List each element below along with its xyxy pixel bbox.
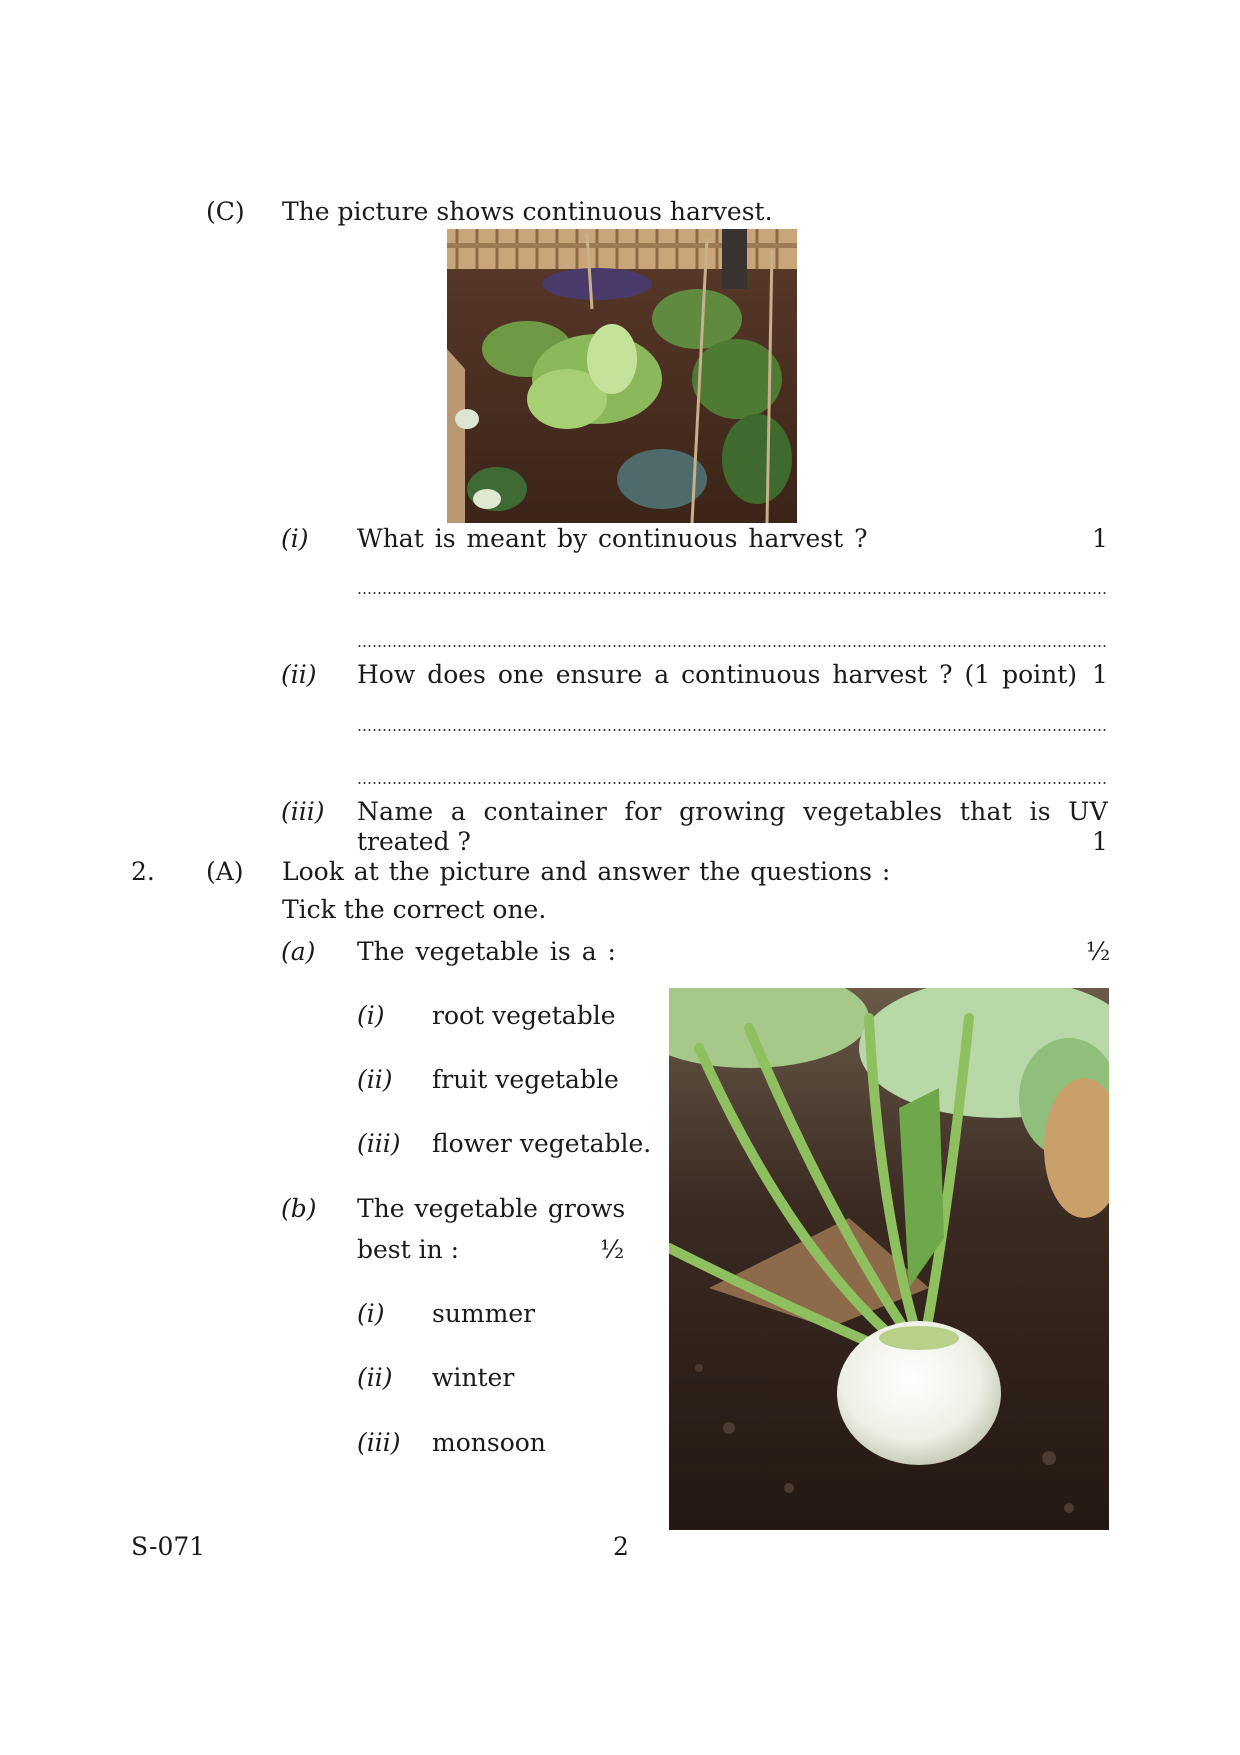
q2a-option-i-text[interactable]: root vegetable [432, 1001, 616, 1030]
q2a-option-iii-num: (iii) [357, 1129, 401, 1158]
q2a-marks: ½ [1086, 937, 1111, 966]
q2b-text-line2: best in : [357, 1235, 460, 1264]
page-number: 2 [613, 1532, 629, 1561]
q2a-text: The vegetable is a : [357, 937, 616, 966]
q2a-option-i-num: (i) [357, 1001, 385, 1030]
answer-line[interactable] [357, 592, 1107, 594]
answer-line[interactable] [357, 782, 1107, 784]
q1c-text: The picture shows continuous harvest. [282, 197, 773, 226]
q2-instruction-tick: Tick the correct one. [282, 895, 547, 924]
q2-instruction: Look at the picture and answer the questions : [282, 857, 891, 886]
q1c-part-iii-text-line2: treated ? [357, 827, 471, 856]
q2b-text-line1: The vegetable grows [357, 1194, 626, 1223]
q2-number: 2. [131, 857, 155, 886]
q1c-part-iii-text-line1: Name a container for growing vegetables that is UV [357, 797, 1108, 826]
turnip-photo [669, 988, 1109, 1530]
q1c-part-iii-marks: 1 [1092, 827, 1108, 856]
q2b-option-iii-num: (iii) [357, 1428, 401, 1457]
q1c-part-ii-text: How does one ensure a continuous harvest ? (1 point) [357, 660, 1078, 689]
q1c-part-i-num: (i) [281, 524, 309, 553]
q2a-option-ii-text[interactable]: fruit vegetable [432, 1065, 619, 1094]
q1c-part-iii-num: (iii) [281, 797, 325, 826]
answer-line[interactable] [357, 645, 1107, 647]
q1c-part-i-marks: 1 [1092, 524, 1108, 553]
q2b-option-ii-text[interactable]: winter [432, 1363, 515, 1392]
paper-code: S-071 [131, 1532, 206, 1561]
q2b-num: (b) [281, 1194, 317, 1223]
q2a-option-iii-text[interactable]: flower vegetable. [432, 1129, 652, 1158]
q2b-option-iii-text[interactable]: monsoon [432, 1428, 546, 1457]
q2b-option-i-num: (i) [357, 1299, 385, 1328]
q2b-marks: ½ [600, 1235, 625, 1264]
q1c-label: (C) [206, 197, 245, 226]
q2-label: (A) [206, 857, 244, 886]
q1c-part-i-text: What is meant by continuous harvest ? [357, 524, 868, 553]
q2b-option-i-text[interactable]: summer [432, 1299, 536, 1328]
q1c-part-ii-marks: 1 [1092, 660, 1108, 689]
q2a-option-ii-num: (ii) [357, 1065, 393, 1094]
answer-line[interactable] [357, 729, 1107, 731]
q2a-num: (a) [281, 937, 316, 966]
q2b-option-ii-num: (ii) [357, 1363, 393, 1392]
garden-photo [447, 229, 797, 523]
q1c-part-ii-num: (ii) [281, 660, 317, 689]
